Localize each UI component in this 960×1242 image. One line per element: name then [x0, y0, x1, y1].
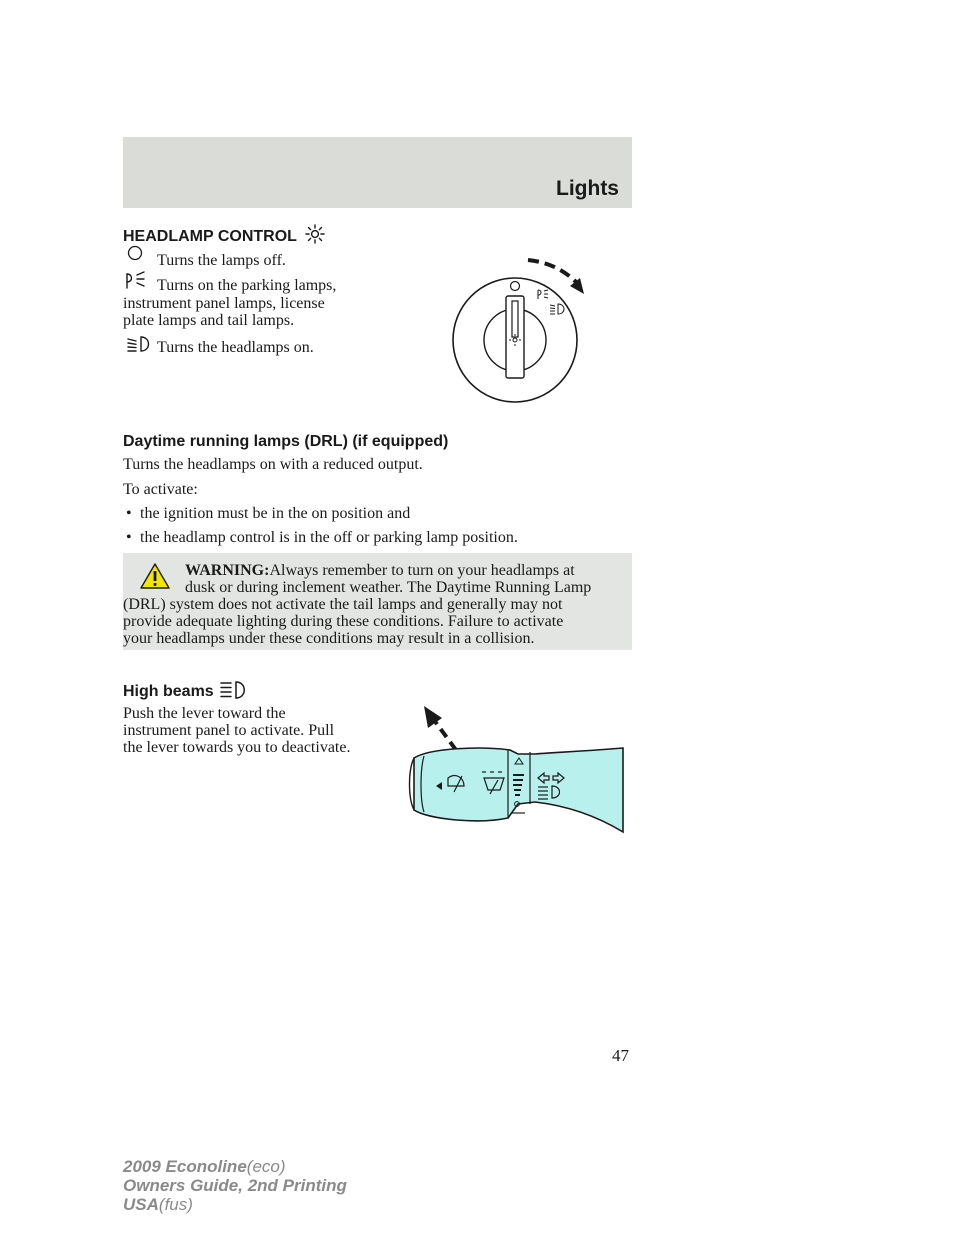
page-number: 47 — [612, 1046, 629, 1065]
lamps-off-circle-icon — [126, 244, 144, 262]
footer-guide: Owners Guide, 2nd Printing — [123, 1176, 347, 1195]
document-footer — [123, 1157, 347, 1214]
drl-to-activate: To activate: — [123, 481, 198, 498]
footer-model-code: (eco) — [246, 1157, 286, 1176]
high-beams-heading — [123, 680, 250, 701]
footer-model: 2009 Econoline — [123, 1157, 247, 1176]
section-title: Lights — [556, 177, 619, 200]
drl-description: Turns the headlamps on with a reduced output. — [123, 456, 423, 473]
footer-market: USA — [123, 1195, 159, 1214]
drl-bullet-1-text: the ignition must be in the on position and — [140, 505, 411, 522]
footer-line-3 — [123, 1195, 347, 1214]
drl-bullet-2-text: the headlamp control is in the off or parking lamp position. — [140, 529, 518, 546]
headlamps-on-text: Turns the headlamps on. — [157, 339, 314, 356]
warning-line-5: your headlamps under these conditions may result in a collision. — [123, 630, 535, 647]
high-beams-line-3: the lever towards you to deactivate. — [123, 739, 351, 756]
headlamp-switch-illustration — [448, 252, 608, 412]
warning-text-1: Always remember to turn on your headlamps at — [269, 562, 575, 579]
headlamp-control-heading — [123, 223, 328, 246]
lamps-off-text: Turns the lamps off. — [157, 252, 286, 269]
parking-lamps-text-line1: Turns on the parking lamps, — [157, 277, 337, 294]
section-header-band — [123, 137, 632, 208]
warning-label: WARNING: — [185, 562, 270, 579]
warning-line-1 — [185, 562, 575, 579]
footer-line-2 — [123, 1176, 347, 1195]
footer-line-1 — [123, 1157, 347, 1176]
footer-market-code: (fus) — [158, 1195, 193, 1214]
parking-lamps-icon — [124, 270, 148, 292]
high-beam-headlamp-icon — [218, 680, 250, 700]
warning-triangle-icon — [140, 563, 170, 589]
drl-bullet-1-mark: • — [126, 505, 132, 522]
high-beams-line-1: Push the lever toward the — [123, 705, 286, 722]
high-beams-title: High beams — [123, 683, 214, 700]
drl-bullet-2-mark: • — [126, 529, 132, 546]
headlamp-sun-icon — [302, 223, 328, 245]
multifunction-lever-illustration — [400, 700, 632, 840]
high-beams-line-2: instrument panel to activate. Pull — [123, 722, 335, 739]
parking-lamps-text-line3: plate lamps and tail lamps. — [123, 312, 295, 329]
warning-line-3: (DRL) system does not activate the tail lamps and generally may not — [123, 596, 563, 613]
drl-heading: Daytime running lamps (DRL) (if equipped) — [123, 433, 449, 450]
parking-lamps-text-line2: instrument panel lamps, license — [123, 295, 325, 312]
warning-line-4: provide adequate lighting during these conditions. Failure to activate — [123, 613, 564, 630]
low-beam-headlamp-icon — [124, 335, 154, 353]
headlamp-control-title: HEADLAMP CONTROL — [123, 228, 297, 245]
warning-line-2: dusk or during inclement weather. The Daytime Running Lamp — [185, 579, 592, 596]
warning-box — [123, 553, 632, 650]
